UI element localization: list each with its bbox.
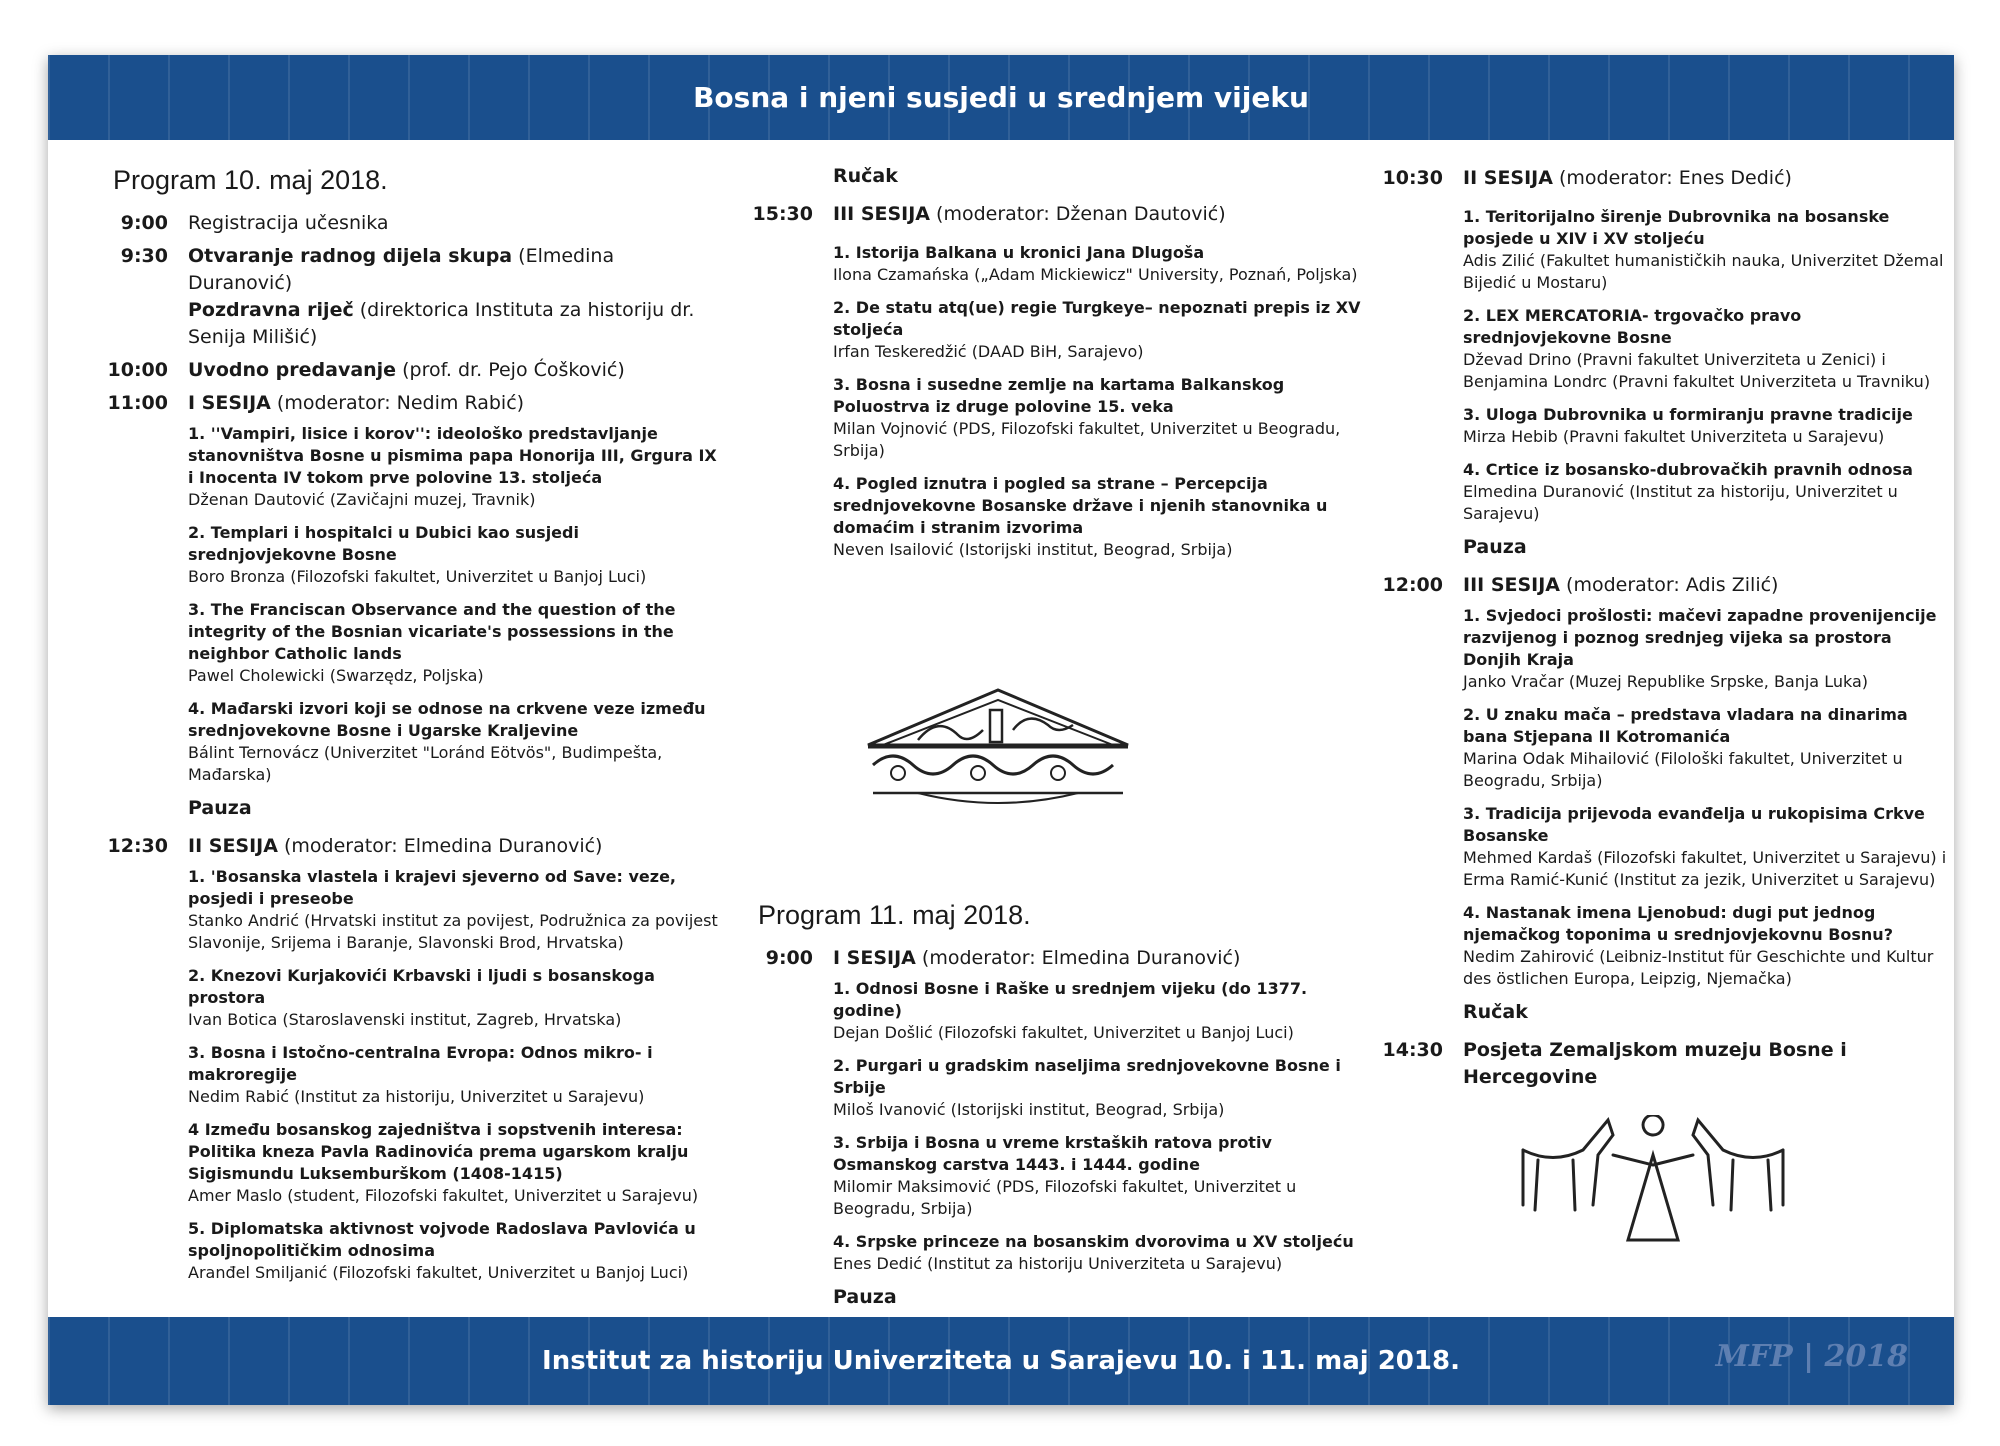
session-papers (188, 866, 723, 1284)
session-papers (1463, 605, 1948, 990)
paper-author: Ilona Czamańska („Adam Mickiewicz" University, Poznań, Poljska) (833, 265, 1358, 284)
session-heading (188, 833, 723, 860)
schedule-row (83, 210, 723, 237)
time: 9:00 (765, 947, 813, 969)
time: 10:00 (107, 359, 168, 381)
paper-author: Marina Odak Mihailović (Filološki fakultet, Univerzitet u Beogradu, Srbija) (1463, 749, 1903, 790)
schedule-row (83, 833, 723, 860)
paper (833, 1055, 1368, 1121)
page-title: Bosna i njeni susjedi u srednjem vijeku (693, 81, 1309, 114)
event-detail: (direktorica Instituta za historiju dr. Senija Milišić) (188, 299, 695, 348)
paper-title: 3. Tradicija prijevoda evanđelja u rukopisima Crkve Bosanske (1463, 804, 1925, 845)
time: 14:30 (1382, 1039, 1443, 1061)
paper (1463, 305, 1948, 393)
schedule-row (728, 945, 1368, 972)
time: 12:00 (1382, 574, 1443, 596)
event-title: Pozdravna riječ (188, 299, 354, 321)
paper-title: 1. Odnosi Bosne i Raške u srednjem vijeku (do 1377. godine) (833, 979, 1308, 1020)
paper (1463, 704, 1948, 792)
column-day2-sessions (1358, 165, 1948, 1097)
time: 15:30 (752, 203, 813, 225)
paper-title: 4. Crtice iz bosansko-dubrovačkih pravnih odnosa (1463, 460, 1913, 479)
paper-title: 4. Mađarski izvori koji se odnose na crkvene veze između srednjovekovne Bosne i Ugarske Kraljevine (188, 699, 706, 740)
paper (833, 1132, 1368, 1220)
paper-author: Adis Zilić (Fakultet humanističkih nauka, Univerzitet Džemal Bijedić u Mostaru) (1463, 251, 1944, 292)
designer-signature: MFP | 2018 (1715, 1339, 1908, 1374)
paper-author: Elmedina Duranović (Institut za historiju, Univerzitet u Sarajevu) (1463, 482, 1898, 523)
paper (1463, 605, 1948, 693)
break-label: Pauza (1463, 536, 1527, 558)
paper-title: 4. Nastanak imena Ljenobud: dugi put jednog njemačkog toponima u srednjovjekovnu Bosnu? (1463, 903, 1893, 944)
time: 11:00 (107, 392, 168, 414)
paper (1463, 902, 1948, 990)
session-title: III SESIJA (1463, 574, 1561, 596)
column-day1-afternoon (728, 165, 1368, 572)
footer-text: Institut za historiju Univerziteta u Sarajevu 10. i 11. maj 2018. (542, 1346, 1460, 1376)
paper-author: Amer Maslo (student, Filozofski fakultet, Univerzitet u Sarajevu) (188, 1186, 699, 1205)
header-band (48, 55, 1954, 140)
moderator: (moderator: Dženan Dautović) (930, 203, 1226, 225)
paper (833, 978, 1368, 1044)
time: 10:30 (1382, 167, 1443, 189)
time: 12:30 (107, 835, 168, 857)
paper-title: 3. Srbija i Bosna u vreme krstaških ratova protiv Osmanskog carstva 1443. i 1444. godine (833, 1133, 1272, 1174)
paper-author: Aranđel Smiljanić (Filozofski fakultet, Univerzitet u Banjoj Luci) (188, 1263, 689, 1282)
paper-title: 3. The Franciscan Observance and the question of the integrity of the Bosnian vicariate's possessions in the neighbor Catholic lands (188, 600, 676, 663)
paper-title: 3. Uloga Dubrovnika u formiranju pravne tradicije (1463, 405, 1913, 424)
event-detail: (Elmedina Duranović) (188, 245, 615, 294)
paper (188, 1119, 723, 1207)
event (188, 243, 723, 351)
paper (833, 374, 1368, 462)
tombstone-relief-illustration (858, 685, 1138, 815)
paper-title: 2. Templari i hospitalci u Dubici kao susjedi srednjovjekovne Bosne (188, 523, 579, 564)
paper-title: 2. Knezovi Kurjakovići Krbavski i ljudi s bosanskoga prostora (188, 966, 655, 1007)
program-heading: Program 11. maj 2018. (758, 900, 1031, 930)
session-heading (833, 201, 1368, 228)
session-heading (1463, 165, 1948, 192)
paper (1463, 206, 1948, 294)
paper-author: Stanko Andrić (Hrvatski institut za povijest, Podružnica za povijest Slavonije, Srijema i Baranje, Slavonski Brod, Hrvatska) (188, 911, 718, 952)
paper-title: 4. Pogled iznutra i pogled sa strane – Percepcija srednjovekovne Bosanske države i njenih stanovnika u domaćim i stranim izvorima (833, 474, 1328, 537)
event (1463, 1037, 1948, 1091)
schedule-row (1358, 165, 1948, 192)
moderator: (moderator: Elmedina Duranović) (915, 947, 1241, 969)
paper-author: Dževad Drino (Pravni fakultet Univerziteta u Zenici) i Benjamina Londrc (Pravni fakultet Univerziteta u Travniku) (1463, 350, 1931, 391)
session-heading (833, 945, 1368, 972)
paper (188, 1218, 723, 1284)
horses-figure-illustration (1513, 1115, 1793, 1245)
session-heading (188, 390, 723, 417)
paper-author: Boro Bronza (Filozofski fakultet, Univerzitet u Banjoj Luci) (188, 567, 647, 586)
time: 9:00 (120, 212, 168, 234)
paper (833, 242, 1368, 286)
paper (833, 297, 1368, 363)
paper-author: Irfan Teskeredžić (DAAD BiH, Sarajevo) (833, 342, 1144, 361)
paper-author: Milomir Maksimović (PDS, Filozofski fakultet, Univerzitet u Beogradu, Srbija) (833, 1177, 1297, 1218)
event-title: Otvaranje radnog dijela skupa (188, 245, 513, 267)
paper (188, 522, 723, 588)
event: Registracija učesnika (188, 212, 389, 234)
schedule-row (83, 357, 723, 384)
session-title: II SESIJA (188, 835, 278, 857)
paper-author: Milan Vojnović (PDS, Filozofski fakultet, Univerzitet u Beogradu, Srbija) (833, 419, 1341, 460)
paper (188, 866, 723, 954)
session-papers (188, 423, 723, 786)
paper-title: 2. Purgari u gradskim naseljima srednjovekovne Bosne i Srbije (833, 1056, 1341, 1097)
moderator: (moderator: Elmedina Duranović) (277, 835, 603, 857)
paper-author: Miloš Ivanović (Istorijski institut, Beograd, Srbija) (833, 1100, 1225, 1119)
break-label: Pauza (188, 797, 252, 819)
paper (1463, 803, 1948, 891)
paper (188, 1042, 723, 1108)
paper-title: 2. De statu atq(ue) regie Turgkeye– nepoznati prepis iz XV stoljeća (833, 298, 1361, 339)
footer-band (48, 1317, 1954, 1405)
program-heading: Program 10. maj 2018. (113, 165, 388, 195)
lunch-label: Ručak (1463, 1001, 1528, 1023)
column-day1-morning (83, 165, 723, 1295)
schedule-row (728, 201, 1368, 228)
paper-title: 5. Diplomatska aktivnost vojvode Radoslava Pavlovića u spoljnopolitičkim odnosima (188, 1219, 696, 1260)
paper-title: 4 Između bosanskog zajedništva i sopstvenih interesa: Politika kneza Pavla Radinovića prema ugarskom kralju Sigismundu Luksemburškom (1408-1415) (188, 1120, 689, 1183)
session-heading (1463, 572, 1948, 599)
paper-title: 4. Srpske princeze na bosanskim dvorovima u XV stoljeću (833, 1232, 1354, 1251)
paper (188, 698, 723, 786)
event-title: Uvodno predavanje (188, 359, 397, 381)
event (188, 357, 723, 384)
program-sheet (48, 55, 1954, 1405)
paper-author: Neven Isailović (Istorijski institut, Beograd, Srbija) (833, 540, 1233, 559)
paper (188, 965, 723, 1031)
schedule-row (1358, 572, 1948, 599)
moderator: (moderator: Nedim Rabić) (270, 392, 525, 414)
paper-title: 1. 'Bosanska vlastela i krajevi sjeverno od Save: veze, posjedi i preseobe (188, 867, 676, 908)
session-title: II SESIJA (1463, 167, 1553, 189)
paper-author: Nedim Rabić (Institut za historiju, Univerzitet u Sarajevu) (188, 1087, 645, 1106)
paper-title: 1. ''Vampiri, lisice i korov'': ideološko predstavljanje stanovništva Bosne u pismima papa Honorija III, Grgura IX i Inocenta IV tokom prve polovine 13. stoljeća (188, 424, 717, 487)
paper-title: 1. Svjedoci prošlosti: mačevi zapadne provenijencije razvijenog i poznog srednjeg vijeka sa prostora Donjih Kraja (1463, 606, 1937, 669)
session-title: I SESIJA (188, 392, 271, 414)
paper-author: Dženan Dautović (Zavičajni muzej, Travnik) (188, 490, 536, 509)
paper (833, 1231, 1368, 1275)
paper-title: 2. LEX MERCATORIA- trgovačko pravo srednjovjekovne Bosne (1463, 306, 1802, 347)
paper-author: Enes Dedić (Institut za historiju Univerziteta u Sarajevu) (833, 1254, 1283, 1273)
schedule-row (83, 390, 723, 417)
column-day2-morning (728, 900, 1368, 1322)
session-papers (833, 978, 1368, 1275)
paper (833, 473, 1368, 561)
schedule-row (83, 243, 723, 351)
session-title: I SESIJA (833, 947, 916, 969)
moderator: (moderator: Enes Dedić) (1552, 167, 1792, 189)
lunch-label: Ručak (833, 165, 898, 187)
paper (188, 423, 723, 511)
paper-author: Janko Vračar (Muzej Republike Srpske, Banja Luka) (1463, 672, 1868, 691)
paper-author: Pawel Cholewicki (Swarzędz, Poljska) (188, 666, 484, 685)
paper-author: Dejan Došlić (Filozofski fakultet, Univerzitet u Banjoj Luci) (833, 1023, 1294, 1042)
schedule-row (1358, 1037, 1948, 1091)
session-papers (1463, 206, 1948, 525)
session-papers (833, 242, 1368, 561)
event-title: Posjeta Zemaljskom muzeju Bosne i Hercegovine (1463, 1039, 1847, 1088)
paper-title: 3. Bosna i Istočno-centralna Evropa: Odnos mikro- i makroregije (188, 1043, 653, 1084)
paper-title: 2. U znaku mača – predstava vladara na dinarima bana Stjepana II Kotromanića (1463, 705, 1908, 746)
paper (1463, 459, 1948, 525)
paper-author: Bálint Ternovácz (Univerzitet "Loránd Eötvös", Budimpešta, Mađarska) (188, 743, 663, 784)
paper-author: Ivan Botica (Staroslavenski institut, Zagreb, Hrvatska) (188, 1010, 622, 1029)
event-detail: (prof. dr. Pejo Ćošković) (396, 359, 625, 381)
paper (188, 599, 723, 687)
paper-title: 1. Istorija Balkana u kronici Jana Dlugoša (833, 243, 1205, 262)
time: 9:30 (120, 245, 168, 267)
paper-title: 1. Teritorijalno širenje Dubrovnika na bosanske posjede u XIV i XV stoljeću (1463, 207, 1890, 248)
paper (1463, 404, 1948, 448)
moderator: (moderator: Adis Zilić) (1560, 574, 1779, 596)
paper-title: 3. Bosna i susedne zemlje na kartama Balkanskog Poluostrva iz druge polovine 15. veka (833, 375, 1285, 416)
session-title: III SESIJA (833, 203, 931, 225)
paper-author: Mirza Hebib (Pravni fakultet Univerziteta u Sarajevu) (1463, 427, 1885, 446)
paper-author: Mehmed Kardaš (Filozofski fakultet, Univerzitet u Sarajevu) i Erma Ramić-Kunić (Institut za jezik, Univerzitet u Sarajevu) (1463, 848, 1947, 889)
paper-author: Nedim Zahirović (Leibniz-Institut für Geschichte und Kultur des östlichen Europa, Leipzig, Njemačka) (1463, 947, 1934, 988)
break-label: Pauza (833, 1286, 897, 1308)
